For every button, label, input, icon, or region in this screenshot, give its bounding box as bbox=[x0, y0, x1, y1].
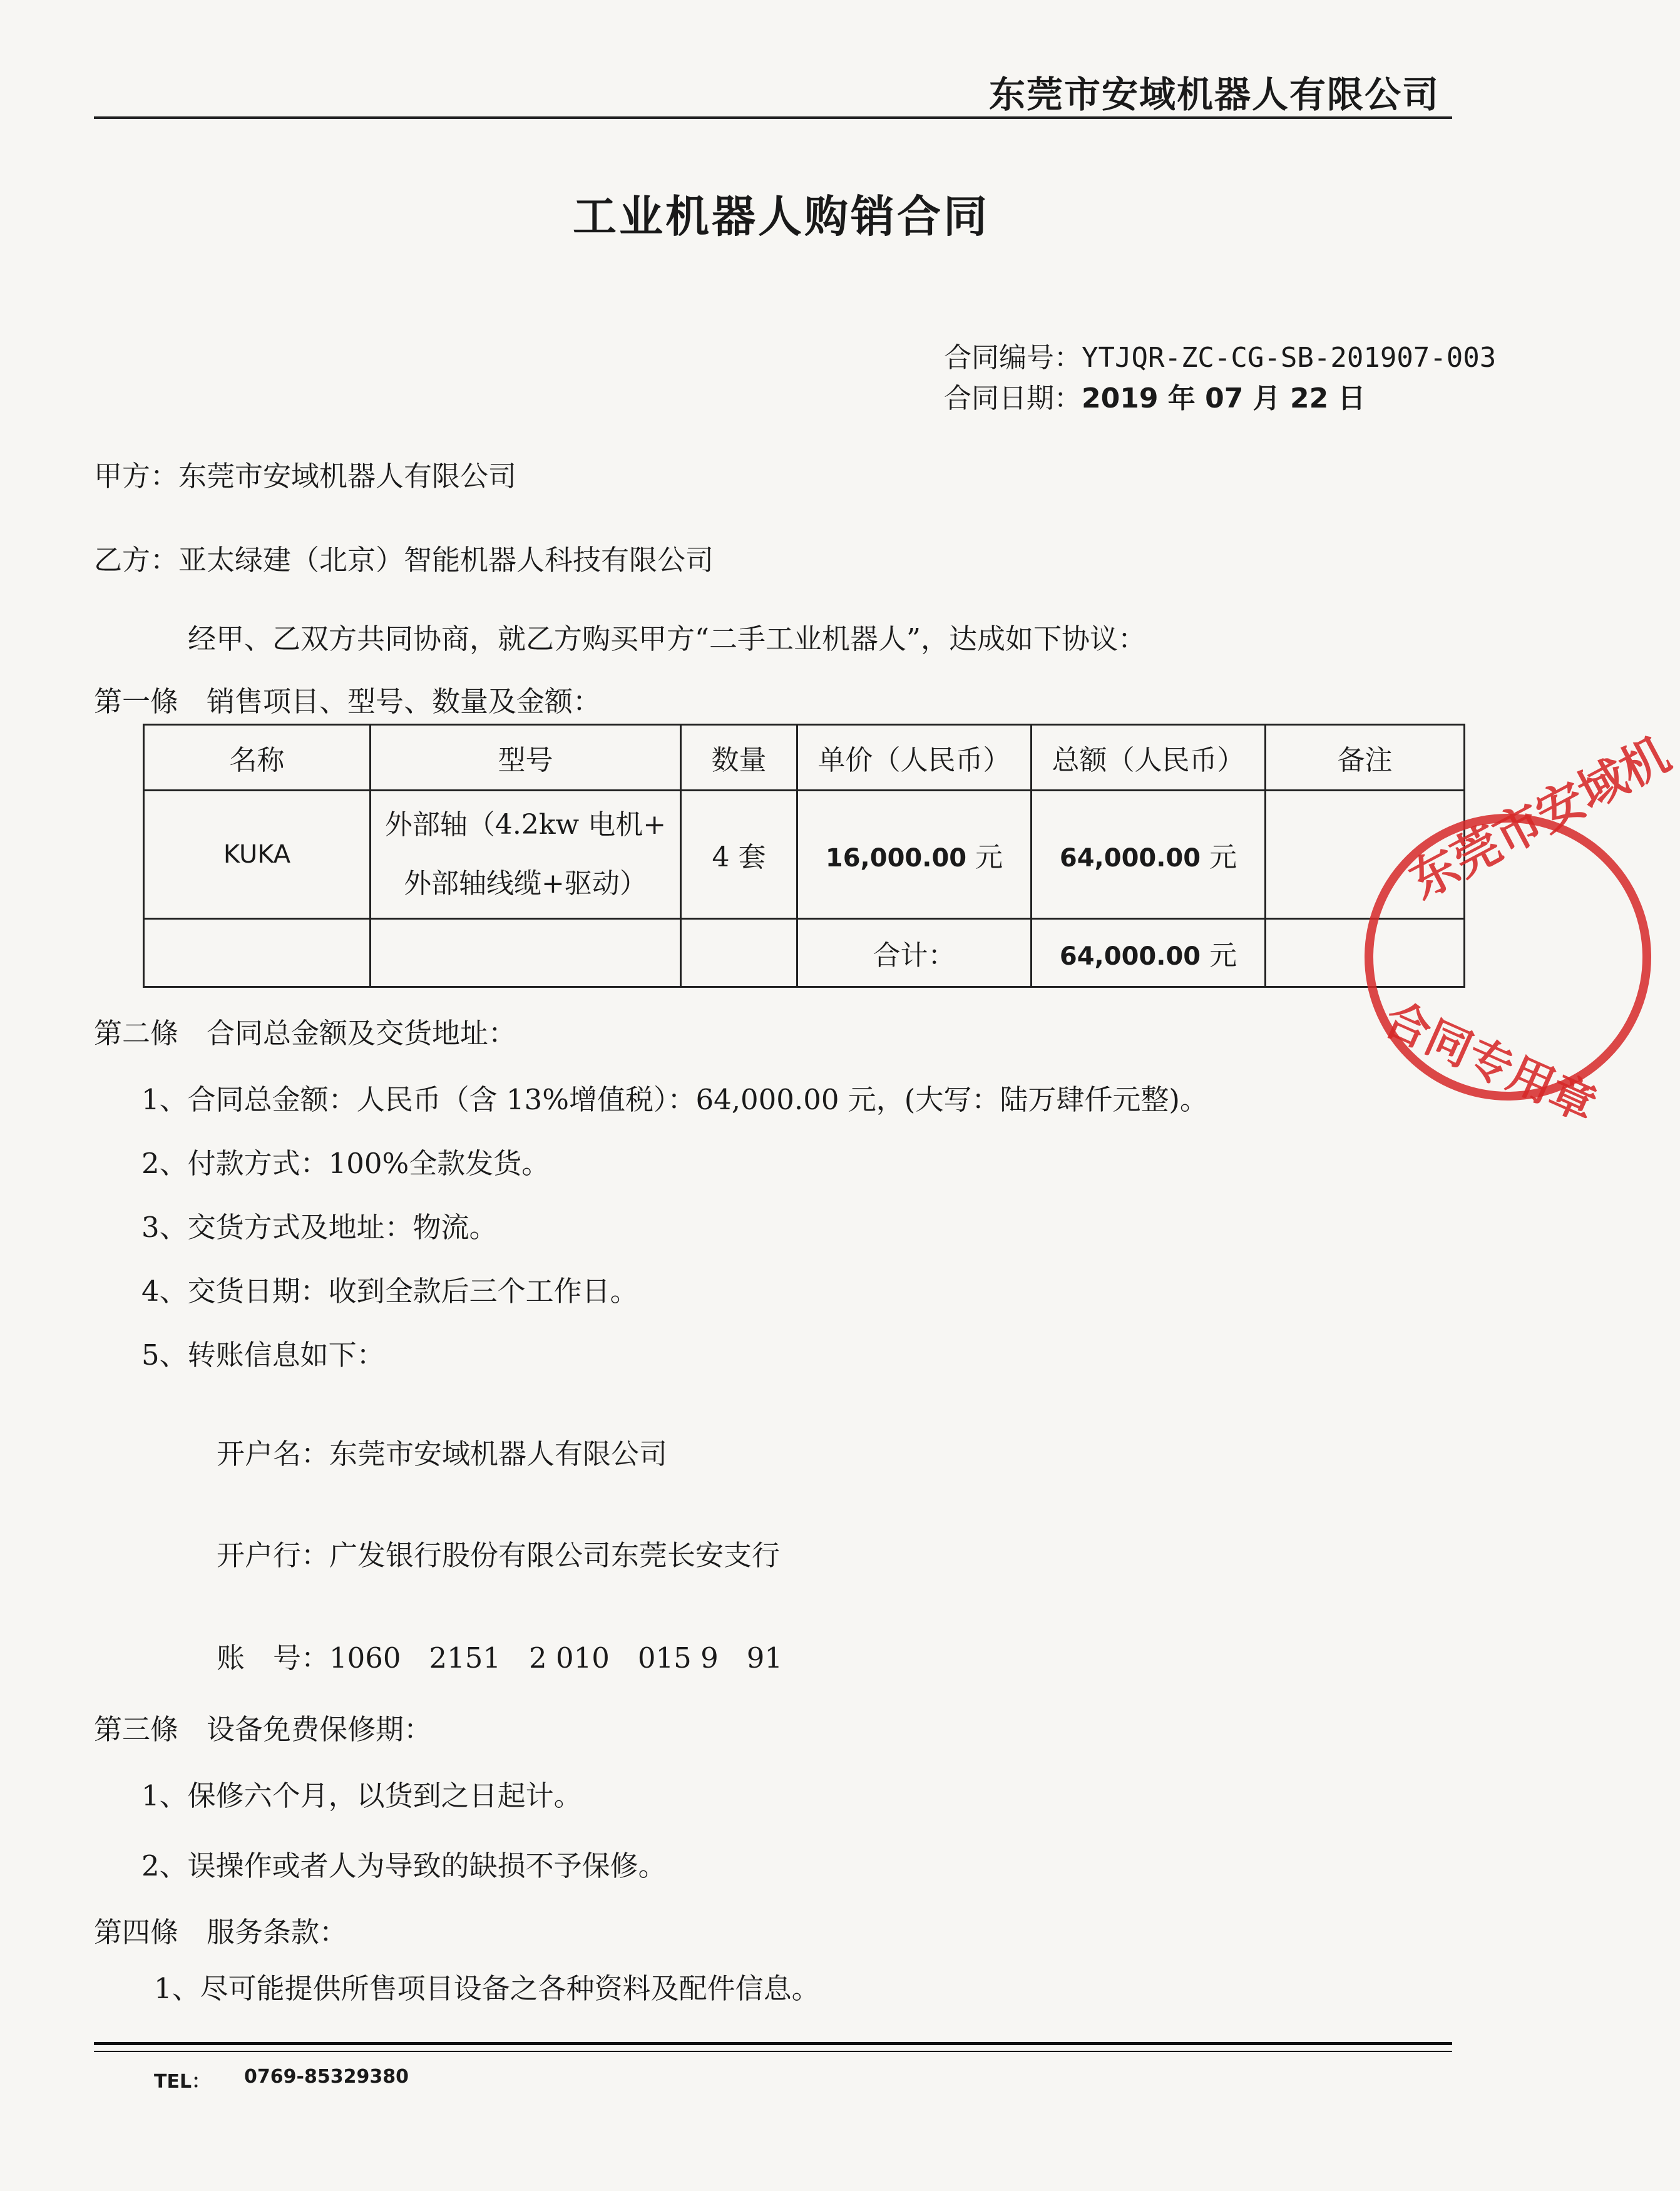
table-total-row bbox=[144, 919, 1465, 987]
article2-item: 2、付款方式：100%全款发货。 bbox=[141, 1147, 550, 1180]
footer-tel-label: TEL： bbox=[154, 2071, 211, 2093]
bank-name: 开户行：广发银行股份有限公司东莞长安支行 bbox=[217, 1539, 781, 1572]
article2-item: 5、转账信息如下： bbox=[141, 1338, 385, 1372]
col-header-qty: 数量 bbox=[681, 725, 797, 791]
contract-number-line bbox=[944, 335, 1496, 375]
article1-title: 第一條 销售项目、型号、数量及金额： bbox=[94, 685, 602, 718]
sum-label: 合计： bbox=[797, 919, 1032, 987]
total-value: 64,000.00 bbox=[1059, 844, 1201, 873]
sum-suffix: 元 bbox=[1201, 940, 1237, 972]
header-company: 东莞市安域机器人有限公司 bbox=[988, 73, 1440, 116]
bank-account-number: 账 号：1060 2151 2 010 015 9 91 bbox=[217, 1641, 782, 1675]
contract-date: 2019 年 07 月 22 日 bbox=[1082, 382, 1366, 414]
contract-date-line bbox=[944, 376, 1366, 416]
article3-item: 2、误操作或者人为导致的缺损不予保修。 bbox=[141, 1849, 667, 1882]
intro-paragraph: 经甲、乙双方共同协商，就乙方购买甲方“二手工业机器人”，达成如下协议： bbox=[188, 622, 1147, 655]
article2-item: 1、合同总金额：人民币（含 13%增值税）：64,000.00 元，(大写：陆万肆仟元整)。 bbox=[141, 1083, 1208, 1116]
col-header-model: 型号 bbox=[371, 725, 681, 791]
sum-value: 64,000.00 bbox=[1059, 942, 1201, 971]
col-header-name: 名称 bbox=[144, 725, 371, 791]
unit-price-value: 16,000.00 bbox=[825, 844, 967, 873]
article3-title: 第三條 设备免费保修期： bbox=[94, 1713, 433, 1746]
seal-top-text: 东莞市安域机 bbox=[1400, 726, 1679, 910]
seal-bottom-text: 合同专用章 bbox=[1376, 991, 1604, 1132]
table-row bbox=[144, 791, 1465, 919]
cell-name: KUKA bbox=[144, 791, 371, 919]
cell-model bbox=[371, 791, 681, 919]
col-header-total: 总额（人民币） bbox=[1032, 725, 1266, 791]
contract-date-label: 合同日期： bbox=[944, 382, 1082, 414]
article2-item: 3、交货方式及地址：物流。 bbox=[141, 1211, 498, 1244]
party-b: 乙方：亚太绿建（北京）智能机器人科技有限公司 bbox=[94, 543, 714, 577]
cell-sum bbox=[1032, 919, 1266, 987]
table-header-row bbox=[144, 725, 1465, 791]
cell-qty: 4 套 bbox=[681, 791, 797, 919]
cell-model-line2: 外部轴线缆+驱动） bbox=[404, 868, 647, 900]
items-table bbox=[143, 724, 1465, 988]
article2-item: 4、交货日期：收到全款后三个工作日。 bbox=[141, 1275, 638, 1308]
cell-total bbox=[1032, 791, 1266, 919]
article2-title: 第二條 合同总金额及交货地址： bbox=[94, 1017, 517, 1050]
cell-model-line1: 外部轴（4.2kw 电机+ bbox=[384, 809, 667, 841]
contract-number-label: 合同编号： bbox=[944, 342, 1082, 374]
article3-item: 1、保修六个月，以货到之日起计。 bbox=[141, 1779, 582, 1812]
document-title: 工业机器人购销合同 bbox=[573, 190, 990, 242]
bank-account-name: 开户名：东莞市安域机器人有限公司 bbox=[217, 1437, 668, 1470]
col-header-unit-price: 单价（人民币） bbox=[797, 725, 1032, 791]
article4-title: 第四條 服务条款： bbox=[94, 1916, 348, 1949]
footer-tel: 0769-85329380 bbox=[244, 2066, 409, 2088]
col-header-note: 备注 bbox=[1266, 725, 1465, 791]
total-suffix: 元 bbox=[1201, 841, 1237, 873]
unit-price-suffix: 元 bbox=[966, 841, 1003, 873]
contract-number: YTJQR-ZC-CG-SB-201907-003 bbox=[1082, 342, 1497, 374]
article4-item: 1、尽可能提供所售项目设备之各种资料及配件信息。 bbox=[154, 1972, 820, 2005]
cell-unit-price bbox=[797, 791, 1032, 919]
party-a: 甲方：东莞市安域机器人有限公司 bbox=[94, 459, 517, 493]
footer-divider-thick bbox=[94, 2042, 1452, 2045]
footer-divider-thin bbox=[94, 2051, 1452, 2052]
header-divider bbox=[94, 116, 1452, 119]
